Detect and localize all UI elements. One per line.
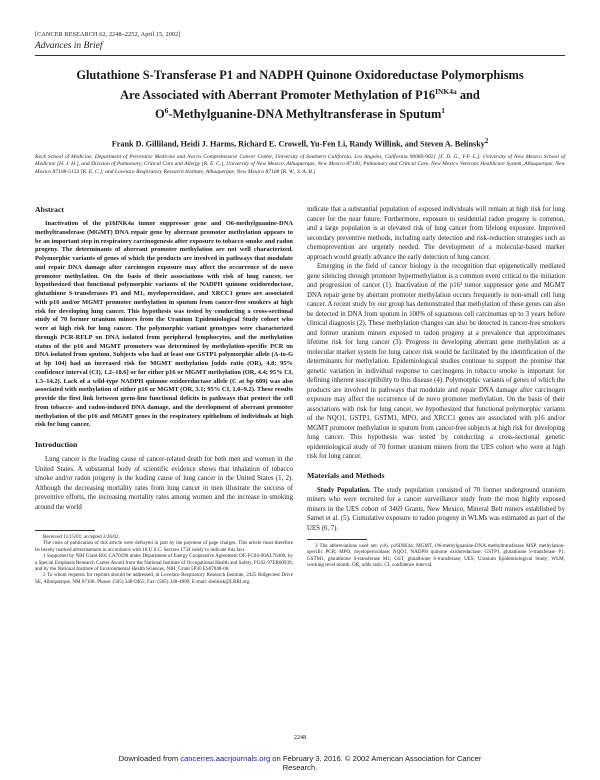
title-superscript: INK4a xyxy=(435,86,457,96)
study-population-text xyxy=(307,486,565,534)
right-column xyxy=(307,205,565,569)
title-line-3 xyxy=(35,103,565,123)
journal-link[interactable]: cancerres.aacrjournals.org xyxy=(180,754,271,763)
author-names: Frank D. Gilliland, Heidi J. Harms, Richard E. Crowell, Yu-Fen Li, Randy Willink, and Steven A. Belinsky xyxy=(111,139,485,149)
introduction-text: Lung cancer is the leading cause of cancer-related death for both men and women in the United States. A substantial body of scientific evidence shows that inhalation of tobacco smoke and/or radon progeny is the leading cause of lung cancer in the United States (1, 2). Although the decreasing mortality rates from lung cancer in men illustrate the success of preventive efforts, the increasing mortality rates among women and the increase in smoking around the world xyxy=(35,456,293,511)
footnote-rule-right xyxy=(307,539,367,540)
study-population-subheading: Study Population. xyxy=(317,486,371,494)
methods-heading: Materials and Methods xyxy=(307,470,385,480)
download-prefix: Downloaded from xyxy=(118,754,181,763)
introduction-heading: Introduction xyxy=(35,440,78,449)
intro-continued-text: indicate that a substantial population of exposed individuals will remain at high risk for lung cancer for the near future. Furthermore, exposure to residential radon progeny is common, and a large population is at elevated risk of lung cancer from lifelong exposure. Improved secondary preventive methods, including early detection and risk-reduction strategies such as chemoprevention are urgently needed. The development of a molecular-based marker approach would greatly advance the early detection of lung cancer. xyxy=(307,206,565,261)
download-suffix: on February 3, 2016. © 2002 American Association for Cancer xyxy=(270,754,482,763)
title-o-letter: O xyxy=(154,107,165,122)
download-line-2: Research. xyxy=(282,763,318,772)
footnote-rule xyxy=(35,530,95,531)
header-rule xyxy=(35,55,565,56)
article-title xyxy=(35,67,565,123)
title-line-2-end: and xyxy=(456,87,480,102)
abstract-heading: Abstract xyxy=(35,205,65,214)
title-line-3-text: -Methylguanine-DNA Methyltransferase in Sputum xyxy=(168,107,442,122)
study-population-body: The study population consisted of 70 former underground uranium miners who were recruited for a cancer surveillance study from the most highly exposed miners in the UES cohort of 3469 Grants, New Mexico, Mineral Belt miners established by Samet et al. (5). Cumulative exposure to radon progeny in WLMs was estimated as part of the UES (6, 7). xyxy=(307,486,565,532)
title-footnote-mark: 1 xyxy=(441,106,446,116)
intro-methylation-text: Emerging in the field of cancer biology is the recognition that epigenetically mediated gene silencing through promoter hypermethylation is a common event critical to the initiation and progression of cancer (1). Inactivation of the p16³ tumor suppressor gene and MGMT DNA repair gene by aberrant promoter methylation occurs frequently in non-small cell lung cancer. A recent study by our group has demonstrated that methylation of these genes can also be detected in DNA from sputum in 100% of squamous cell carcinomas up to 3 years before clinical diagnosis (2). These methylation changes can also be detected in cancer-free smokers and former uranium miners exposed to radon progeny at a prevalence that approximates lifetime risk for lung cancer (3). Progress in developing aberrant gene methylation as a molecular marker system for lung cancer risk would be facilitated by the identification of the determinants for methylation. Epidemiological studies continue to support the premise that genetic variation in individual response to carcinogens in tobacco smoke is important for defining inherent susceptibility to this disease (4). Polymorphic variants of genes of which the products are involved in pathways that modulate and repair DNA damage after carcinogen exposure may affect the occurrence of de novo promoter methylation. On the basis of their associations with risk for lung cancer, we hypothesized that functional polymorphic variants of the NQO1, GSTP1, GSTM1, MPO, and XRCC1 genes are associated with p16 and/or MGMT promoter methylation in sputum from cancer-free subjects at high risk for developing lung cancer. This hypothesis was tested by conducting a cross-sectional genetic epidemiological study of 70 former uranium miners from the UES cohort who were at high risk for lung cancer. xyxy=(307,263,565,460)
footnote-abbreviations: 3 The abbreviations used are: p16, p16INK4a; MGMT, O6-methylguanine-DNA methyltransferase MSP, methylation-specific PCR; MPO, myeloperoxidase; NQO1, NADPH quinone oxidoreductase; GSTP1, glutathione S-transferase P1; GSTM1, glutathione S-transferase M1; GST, glutathione S-transferase; UES, Uranium Epidemiological Study; WLM, working level month, OR, odds ratio, CI, confidence interval. xyxy=(307,543,565,569)
author-list xyxy=(35,138,565,149)
page-number: 2248 xyxy=(293,734,307,741)
title-line-1: Glutathione S-Transferase P1 and NADPH Quinone Oxidoreductase Polymorphisms xyxy=(76,68,524,82)
affiliations: Keck School of Medicine, Department of Preventive Medicine and Norris Comprehensive Cancer Center, University of Southern California, Los Angeles, California 90089-9021 [F. D. G., Y-F. L.]; University of New Mexico School of Medicine [H. J. H.], and Division of Pulmonary, Critical Care and Allergy [R. E. C.], University of New Mexico, Albuquerque, New Mexico 87106; Pulmonary and Critical Care, New Mexico Veterans Healthcare System, Albuquerque, New Mexico 87108-5153 [R. E. C.]; and Lovelace Respiratory Research Institute, Albuquerque, New Mexico 87108 [R. W., S. A. B.] xyxy=(35,154,565,175)
author-footnote-mark: 2 xyxy=(484,138,489,145)
left-column xyxy=(35,205,293,585)
section-label: Advances in Brief xyxy=(35,41,103,51)
footnote-costs: The costs of publication of this article were defrayed in part by the payment of page charges. This article must therefore be hereby marked advertisement in accordance with 18 U.S.C. Section 1734 solely to indicate this fact. xyxy=(35,540,293,553)
footnote-support: 1 Supported by NIH Grant R01 CA70190 under Department of Energy Cooperative Agreement DE-FC04-96AL76406; by a Special Emphasis Research Career Award from the National Institute of Occupational Health and Safety, FG02-97ER60939; and by the National Institute of Environmental Health Sciences, NIH, Grant 5P30 ES07048-06. xyxy=(35,553,293,573)
footnote-reprints: 2 To whom requests for reprints should be addressed, at Lovelace Respiratory Research Institute, 2425 Ridgecrest Drive SE, Albuquerque, NM 87108. Phone: (505) 348-9465; Fax: (505) 348-4990; E-mail: sbelinsk@LRRI.org. xyxy=(35,572,293,585)
download-notice xyxy=(0,754,600,772)
title-line-2 xyxy=(35,84,565,104)
title-line-2-text: Are Associated with Aberrant Promoter Methylation of P16 xyxy=(120,87,436,102)
abstract-text: Inactivation of the p16INK4a tumor suppressor gene and O6-methylguanine-DNA methyltransferase (MGMT) DNA repair gene by aberrant promoter methylation appears to be an important step in respiratory carcinogenesis after exposure to tobacco smoke and radon progeny. The determinants of aberrant promoter methylation are not well characterized. Polymorphic variants of genes of which the products are involved in pathways that modulate and repair DNA damage after carcinogen exposure may affect the occurrence of de novo promoter methylation. On the basis of their associations with risk of lung cancer, we hypothesized that functional polymorphic variants of the NADPH quinone oxidoreductase, glutathione S-transferases P1 and M1, myeloperoxidase, and XRCC1 genes are associated with p16 and/or MGMT promoter methylation in sputum from cancer-free smokers at high risk for developing lung cancer. This hypothesis was tested by conducting a cross-sectional study of 70 former uranium miners from the Uranium Epidemiological Study cohort who were at high risk for lung cancer. The polymorphic variant genotypes were characterized through PCR-RFLP on DNA isolated from peripheral lymphocytes, and the methylation status of the p16 and MGMT promoters was determined by methylation-specific PCR on DNA isolated from sputum. Subjects who had at least one GSTP1 polymorphic allele (A-to-G at bp 104) had an increased risk for MGMT methylation [odds ratio (OR), 4.8; 95% confidence interval (CI), 1.2–18.6] or for either p16 or MGMT methylation (OR, 4.4; 95% CI, 1.3–14.2). Lack of a wild-type NADPH quinone oxidoreductase allele (C at bp 609) was also associated with methylation of either p16 or MGMT (OR, 3.1; 95% CI, 1.0–9.2). These results provide the first link between germ-line functional deficits in pathways that protect the cell from tobacco- and radon-induced DNA damage, and the development of aberrant promoter methylation of the p16 and MGMT genes in the respiratory epithelium of individuals at high risk for lung cancer. xyxy=(35,220,293,429)
journal-citation: [CANCER RESEARCH 62, 2248–2252, April 15, 2002] xyxy=(35,31,181,38)
title-o6-superscript: 6 xyxy=(164,106,169,116)
footnote-received: Received 11/15/01; accepted 2/26/02. xyxy=(43,534,120,540)
